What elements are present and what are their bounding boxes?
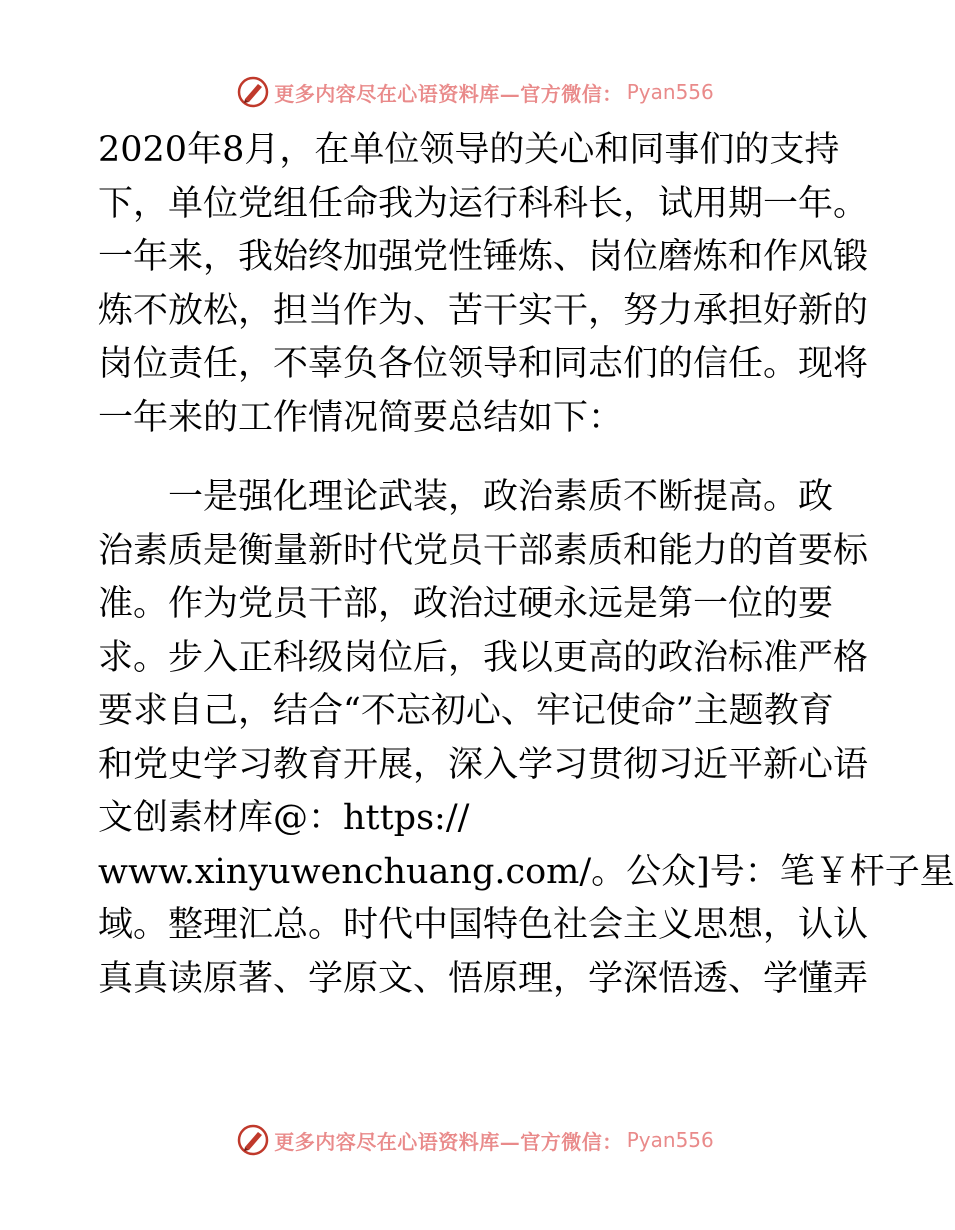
banner-text: 更多内容尽在心语资料库—官方微信： (274, 1129, 623, 1154)
header-banner (0, 70, 950, 114)
pen-logo-icon (236, 75, 270, 109)
paragraph-gap (98, 445, 852, 471)
text-line: 准。作为党员干部，政治过硬永远是第一位的要 (98, 584, 834, 624)
text-line: www.xinyuwenchuang.com/。公众]号：笔￥杆子星 (98, 851, 955, 892)
footer-banner (0, 1118, 950, 1162)
text-line: 一年来，我始终加强党性锤炼、岗位磨炼和作风锻 (98, 237, 869, 277)
text-line: 一年来的工作情况简要总结如下： (98, 397, 624, 438)
banner-text: 更多内容尽在心语资料库—官方微信： (274, 81, 623, 106)
text-line: 文创素材库@：https:// (98, 798, 470, 838)
banner-wechat-id: Pyan556 (626, 80, 714, 104)
text-line: 2020年8月，在单位领导的关心和同事们的支持 (98, 130, 840, 170)
text-line: 一是强化理论武装，政治素质不断提高。政 (98, 477, 834, 517)
text-line: 域。整理汇总。时代中国特色社会主义思想，认认 (98, 905, 869, 945)
text-line: 真真读原著、学原文、悟原理，学深悟透、学懂弄 (98, 958, 869, 999)
text-line: 岗位责任，不辜负各位领导和同志们的信任。现将 (98, 344, 869, 384)
pen-logo-icon (236, 1123, 270, 1157)
text-line: 炼不放松，担当作为、苦干实干，努力承担好新的 (98, 290, 869, 331)
paragraph-intro (98, 124, 869, 445)
text-line: 下，单位党组任命我为运行科科长，试用期一年。 (98, 183, 869, 224)
header-banner-inner (236, 75, 714, 109)
text-line: 要求自己，结合“不忘初心、牢记使命”主题教育 (98, 691, 834, 731)
text-line: 和党史学习教育开展，深入学习贯彻习近平新心语 (98, 744, 869, 785)
footer-banner-inner (236, 1123, 714, 1157)
document-body (98, 124, 955, 1006)
text-line: 求。步入正科级岗位后，我以更高的政治标准严格 (98, 637, 869, 678)
paragraph-point-one (98, 471, 955, 1006)
banner-wechat-id: Pyan556 (626, 1128, 714, 1152)
text-line: 治素质是衡量新时代党员干部素质和能力的首要标 (98, 530, 869, 571)
